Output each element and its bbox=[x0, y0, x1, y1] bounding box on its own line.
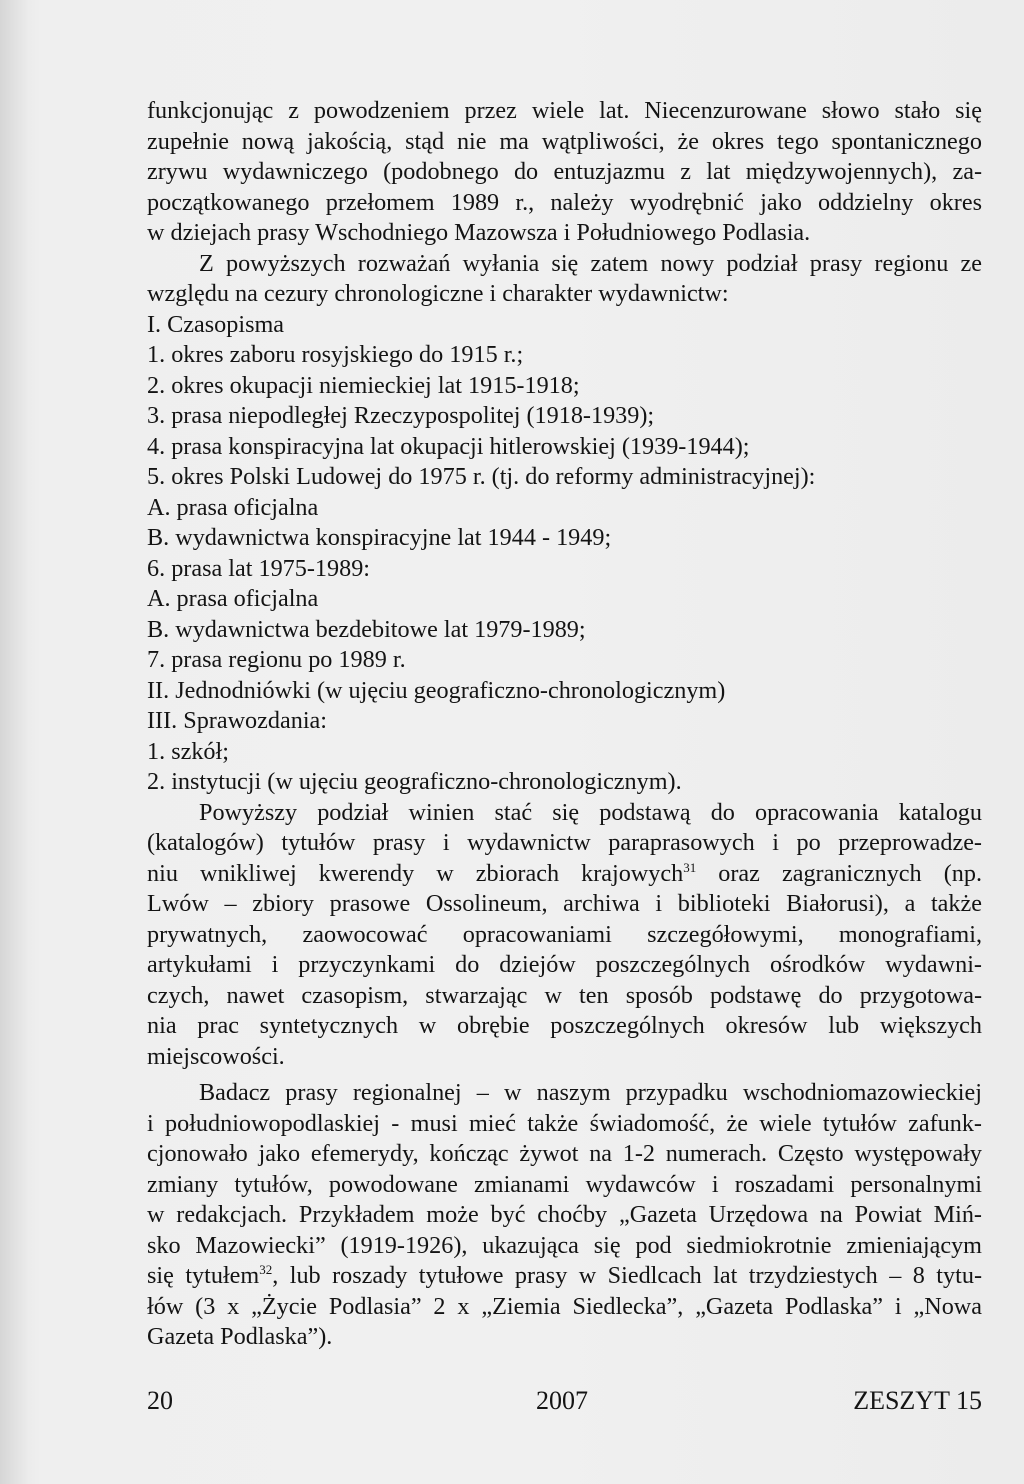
text-line: (katalogów) tytułów prasy i wydawnictw paraprasowych i po przeprowadze- bbox=[147, 829, 982, 856]
list-item: 2. instytucji (w ujęciu geograficzno-chronologicznym). bbox=[147, 768, 682, 795]
page-number: 20 bbox=[147, 1386, 173, 1415]
page-left-edge bbox=[0, 0, 28, 1484]
list-item: B. wydawnictwa bezdebitowe lat 1979-1989; bbox=[147, 615, 586, 643]
text-line: zupełnie nową jakością, stąd nie ma wątpliwości, że okres tego spontanicznego bbox=[147, 127, 982, 155]
text-line: nia prac syntetycznych w obrębie poszczególnych okresów lub większych bbox=[147, 1012, 982, 1039]
text-segment: , lub roszady tytułowe prasy w Siedlcach lat trzydziestych – 8 tytu- bbox=[272, 1262, 982, 1289]
text-segment: się tytułem bbox=[147, 1262, 260, 1289]
paragraph-3 bbox=[147, 798, 982, 1073]
list-item: A. prasa oficjalna bbox=[147, 493, 319, 521]
text-line bbox=[147, 859, 982, 890]
footnote-ref-31: 31 bbox=[683, 859, 697, 875]
text-line: Z powyższych rozważań wyłania się zatem nowy podział prasy regionu ze bbox=[199, 249, 982, 277]
footer-year: 2007 bbox=[536, 1386, 588, 1415]
text-segment: oraz zagranicznych (np. bbox=[696, 859, 982, 887]
text-line: początkowanego przełomem 1989 r., należy wyodrębnić jako oddzielny okres bbox=[147, 188, 982, 216]
text-line: Badacz prasy regionalnej – w naszym przypadku wschodniomazowieckiej bbox=[199, 1079, 982, 1106]
paragraph-1 bbox=[147, 96, 982, 249]
text-line: funkcjonując z powodzeniem przez wiele lat. Niecenzurowane słowo stało się bbox=[147, 97, 982, 124]
list-item: A. prasa oficjalna bbox=[147, 585, 319, 612]
text-line: prywatnych, zaowocować opracowaniami szczegółowymi, monografiami, bbox=[147, 920, 982, 948]
text-line: zrywu wydawniczego (podobnego do entuzjazmu z lat międzywojennych), za- bbox=[147, 158, 982, 185]
text-segment: niu wnikliwej kwerendy w zbiorach krajowych bbox=[147, 859, 684, 887]
text-line: w dziejach prasy Wschodniego Mazowsza i Południowego Podlasia. bbox=[147, 219, 811, 246]
text-line: zmiany tytułów, powodowane zmianami wydawców i roszadami personalnymi bbox=[147, 1170, 982, 1198]
text-line: i południowopodlaskiej - musi mieć także świadomość, że wiele tytułów zafunk- bbox=[147, 1109, 982, 1137]
text-line: artykułami i przyczynkami do dziejów poszczególnych ośrodków wydawni- bbox=[147, 951, 982, 978]
paragraph-2 bbox=[147, 249, 982, 310]
text-line bbox=[147, 1261, 982, 1292]
text-line: Powyższy podział winien stać się podstawą do opracowania katalogu bbox=[199, 798, 982, 826]
list-item: 4. prasa konspiracyjna lat okupacji hitlerowskiej (1939-1944); bbox=[147, 432, 750, 460]
list-item: II. Jednodniówki (w ujęciu geograficzno-chronologicznym) bbox=[147, 676, 726, 704]
list-item: B. wydawnictwa konspiracyjne lat 1944 - 1949; bbox=[147, 524, 612, 551]
list-item: 1. okres zaboru rosyjskiego do 1915 r.; bbox=[147, 341, 524, 368]
list-item: III. Sprawozdania: bbox=[147, 707, 327, 734]
text-line: w redakcjach. Przykładem może być choćby „Gazeta Urzędowa na Powiat Miń- bbox=[147, 1201, 982, 1228]
text-line: łów (3 x „Życie Podlasia” 2 x „Ziemia Siedlecka”, „Gazeta Podlaska” i „Nowa bbox=[147, 1292, 982, 1320]
text-line: sko Mazowiecki” (1919-1926), ukazująca się pod siedmiokrotnie zmieniającym bbox=[147, 1231, 982, 1259]
list-item: 6. prasa lat 1975-1989: bbox=[147, 554, 371, 582]
text-line: czych, nawet czasopism, stwarzając w ten sposób podstawę do przygotowa- bbox=[147, 981, 982, 1009]
list-item: 5. okres Polski Ludowej do 1975 r. (tj. do reformy administracyjnej): bbox=[147, 463, 816, 490]
list-item: 3. prasa niepodległej Rzeczypospolitej (1918-1939); bbox=[147, 402, 655, 429]
list-item: 2. okres okupacji niemieckiej lat 1915-1918; bbox=[147, 371, 580, 399]
list-item: 1. szkół; bbox=[147, 737, 229, 765]
footer-issue: ZESZYT 15 bbox=[853, 1386, 982, 1415]
paragraph-4 bbox=[147, 1078, 982, 1353]
text-line: Lwów – zbiory prasowe Ossolineum, archiwa i biblioteki Białorusi), a także bbox=[147, 890, 982, 917]
text-line: Gazeta Podlaska”). bbox=[147, 1323, 333, 1350]
text-line: względu na cezury chronologiczne i charakter wydawnictw: bbox=[147, 280, 729, 307]
footnote-ref-32: 32 bbox=[259, 1262, 273, 1277]
list-item: I. Czasopisma bbox=[147, 310, 285, 338]
page-footer bbox=[0, 1386, 1024, 1426]
text-line: miejscowości. bbox=[147, 1042, 285, 1070]
list-item: 7. prasa regionu po 1989 r. bbox=[147, 646, 406, 673]
press-division-list bbox=[147, 310, 982, 798]
text-line: cjonowało jako efemerydy, kończąc żywot na 1-2 numerach. Często występowały bbox=[147, 1140, 982, 1167]
body-text bbox=[147, 96, 982, 1353]
